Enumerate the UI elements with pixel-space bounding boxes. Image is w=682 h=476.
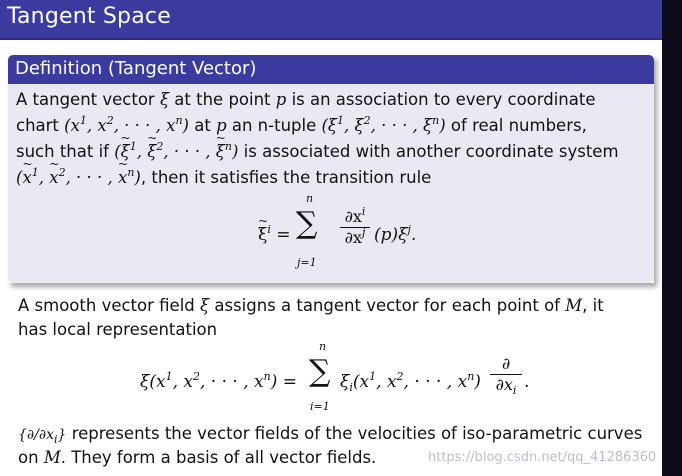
- period: .: [524, 372, 530, 392]
- sum-upper-limit: n: [306, 192, 314, 205]
- sum2-symbol: ∑: [309, 354, 331, 389]
- p-symbol: p: [275, 90, 287, 109]
- text: , it: [582, 296, 604, 315]
- lhs-text: ξ(x: [140, 372, 166, 392]
- vector-field-line-1: [18, 296, 604, 315]
- den-text: ∂x: [495, 375, 513, 394]
- slide-title-bar: [0, 0, 662, 40]
- text: on: [18, 448, 44, 467]
- partial-operator: [490, 354, 522, 395]
- sum2-lower-limit: i=1: [310, 400, 330, 413]
- definition-line-3: [16, 142, 619, 161]
- fraction-numerator: $\partial x^i$: [340, 207, 370, 228]
- sum2-upper-limit: n: [319, 340, 327, 353]
- den-text: ∂x: [344, 228, 362, 247]
- operator-numerator: ∂: [490, 354, 522, 375]
- local-rep-middle: $\xi_i(x^1$, $x^2$, · · · , $x^n$): [340, 370, 481, 394]
- text: at the point: [169, 90, 276, 109]
- text: , then it satisfies the transition rule: [140, 168, 432, 187]
- definition-line-1: [16, 90, 596, 109]
- text: . They form a basis of all vector fields.: [60, 448, 377, 467]
- text: A tangent vector: [16, 90, 160, 109]
- definition-line-4: [16, 168, 431, 187]
- transition-lhs: ξ ~$^i$ =: [258, 225, 291, 245]
- text: is associated with another coordinate system: [238, 142, 619, 161]
- period: .: [410, 225, 417, 245]
- definition-line-2: [16, 116, 587, 135]
- text: assigns a tangent vector for each point of: [209, 296, 566, 315]
- operator-denominator: $\partial x_i$: [495, 375, 517, 397]
- xi-tuple: ($\xi^1$, $\xi^2$, · · · , $\xi^n$): [321, 114, 446, 135]
- M-symbol: M: [43, 448, 61, 467]
- xi-symbol: ξ: [159, 90, 170, 109]
- text: chart: [16, 116, 65, 135]
- definition-block: [8, 55, 654, 283]
- xi-tilde-tuple: (ξ ~$^1$, ξ ~$^2$, · · · , ξ ~$^n$): [114, 142, 238, 161]
- sum-lower-limit: j=1: [297, 256, 317, 269]
- p-symbol: p: [216, 116, 227, 135]
- xi-symbol: ξ: [200, 296, 210, 315]
- definition-header: [8, 55, 654, 84]
- text: A smooth vector field: [18, 296, 200, 315]
- basis-line-2: [18, 448, 376, 467]
- text: is an association to every coordinate: [286, 90, 596, 109]
- slide-title: Tangent Space: [7, 4, 171, 29]
- M-symbol: M: [565, 296, 583, 315]
- basis-line-1: [18, 424, 643, 446]
- x-tilde-tuple: (x ~$^1$, x ~$^2$, · · · , x ~$^n$): [16, 168, 141, 187]
- fraction-denominator: $\partial x^j$: [344, 226, 366, 247]
- rhs-text: (p)ξ: [374, 225, 408, 245]
- text: represents the vector fields of the velocities of iso-parametric curves: [66, 424, 643, 443]
- vector-field-line-2: has local representation: [18, 320, 218, 339]
- transition-rhs: $(p)\xi^j$.: [374, 223, 417, 245]
- definition-title: Definition (Tangent Vector): [15, 58, 257, 79]
- coordinate-tuple: ($x^1$, $x^2$, · · · , $x^n$): [64, 114, 189, 135]
- text: such that if: [16, 142, 115, 161]
- num-text: ∂x: [344, 207, 362, 226]
- xi-tilde: ξ ~: [258, 225, 267, 245]
- text: an n-tuple: [226, 116, 322, 135]
- sum-symbol: ∑: [296, 206, 318, 241]
- window-edge: [662, 0, 682, 476]
- watermark: https://blog.csdn.net/qq_41286360: [428, 450, 657, 465]
- basis-set-symbol: $\{\partial/\partial x_i\}$: [18, 427, 67, 446]
- definition-body: [8, 84, 654, 283]
- text: at: [188, 116, 217, 135]
- local-rep-lhs: $\xi(x^1$, $x^2$, · · · , $x^n$) =: [140, 370, 298, 392]
- partial-fraction: [340, 207, 370, 248]
- text: of real numbers,: [445, 116, 587, 135]
